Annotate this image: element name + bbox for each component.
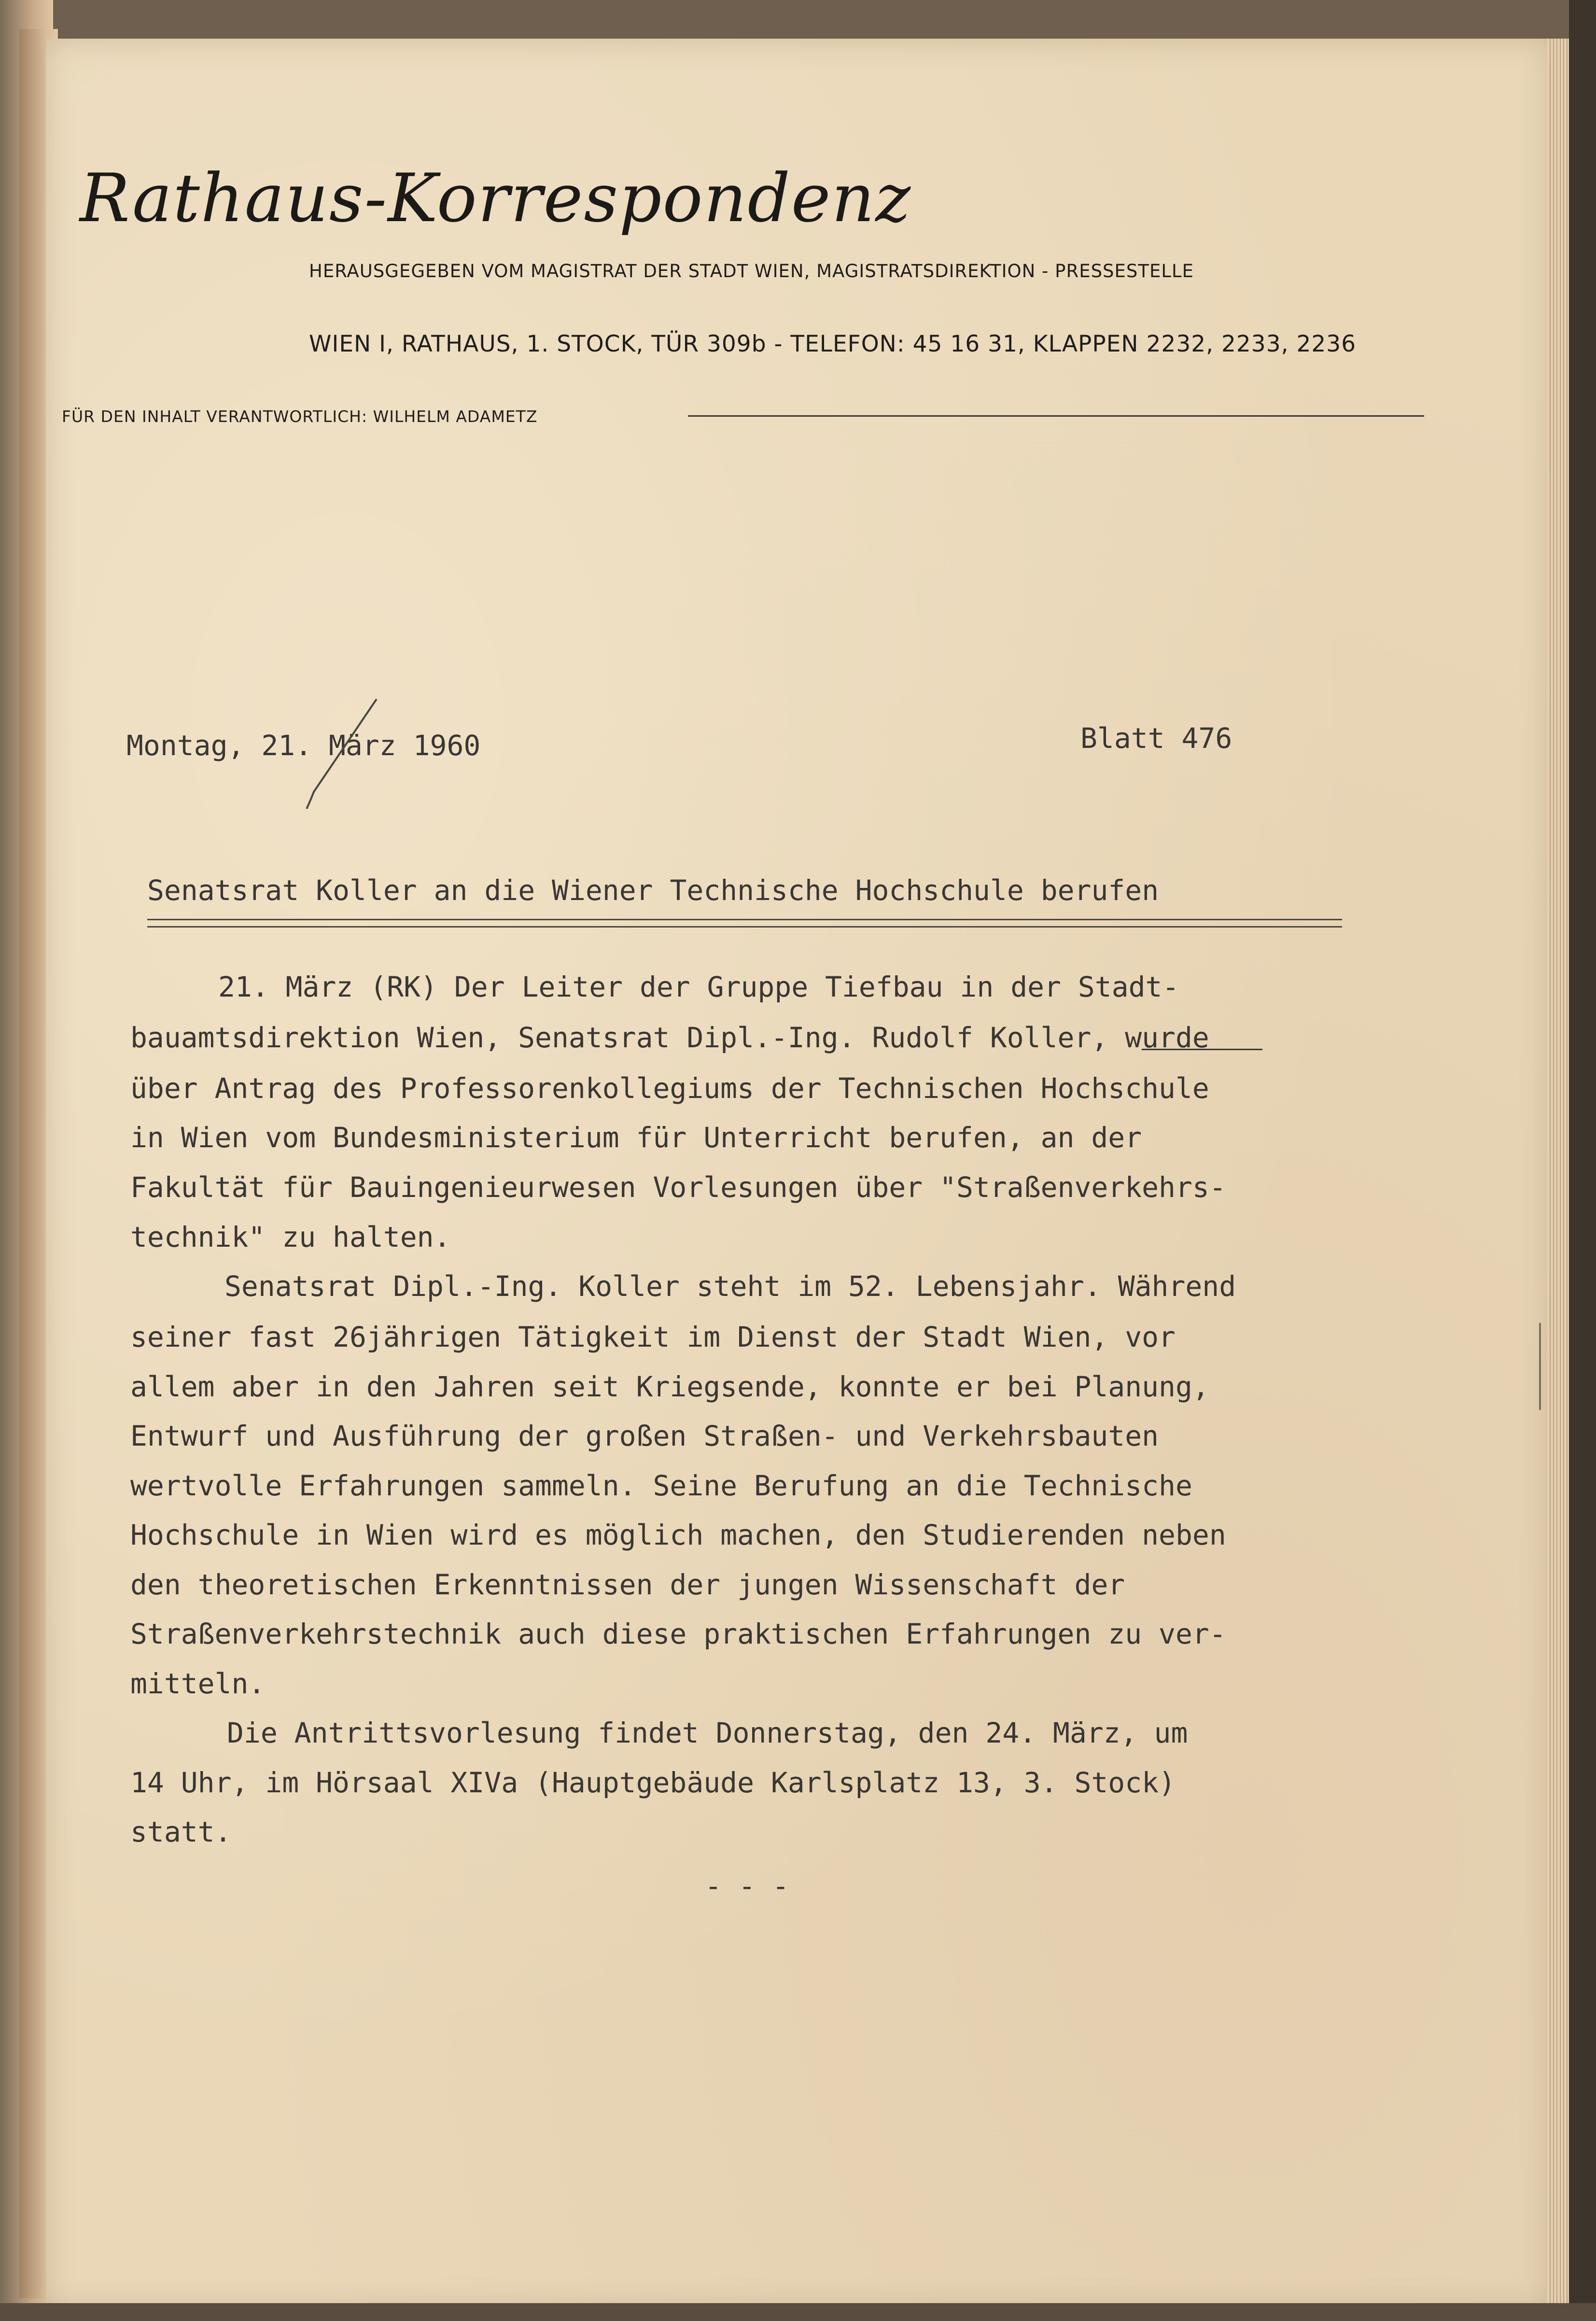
body-line: wertvolle Erfahrungen sammeln. Seine Berufung an die Technische <box>130 1469 1192 1502</box>
document-date: Montag, 21. März 1960 <box>126 729 481 762</box>
body-line: Die Antrittsvorlesung findet Donnerstag, den 24. März, um <box>227 1716 1188 1749</box>
body-line: 21. März (RK) Der Leiter der Gruppe Tiefbau in der Stadt- <box>218 971 1179 1003</box>
page-stack-edge <box>1547 39 1569 2308</box>
body-line: Straßenverkehrstechnik auch diese praktischen Erfahrungen zu ver- <box>130 1618 1226 1650</box>
end-mark: - - - <box>705 1870 789 1902</box>
scan-background-right <box>1569 0 1596 2321</box>
body-line: den theoretischen Erkenntnissen der jungen Wissenschaft der <box>130 1568 1125 1601</box>
masthead-address: WIEN I, RATHAUS, 1. STOCK, TÜR 309b - TELEFON: 45 16 31, KLAPPEN 2232, 2233, 2236 <box>309 331 1357 357</box>
body-line: statt. <box>130 1815 232 1848</box>
body-line: in Wien vom Bundesministerium für Unterricht berufen, an der <box>130 1121 1142 1154</box>
sheet-number: Blatt 476 <box>1080 722 1232 755</box>
body-line: Fakultät für Bauingenieurwesen Vorlesungen über "Straßenverkehrs- <box>130 1171 1226 1204</box>
masthead-title: Rathaus-Korrespondenz <box>80 159 912 237</box>
body-line: 14 Uhr, im Hörsaal XIVa (Hauptgebäude Karlsplatz 13, 3. Stock) <box>130 1766 1176 1799</box>
body-line: allem aber in den Jahren seit Kriegsende, konnte er bei Planung, <box>130 1370 1209 1403</box>
body-line: technik" zu halten. <box>130 1221 451 1253</box>
body-line: mitteln. <box>130 1667 266 1700</box>
body-line: bauamtsdirektion Wien, Senatsrat Dipl.-Ing. Rudolf Koller, wurde <box>130 1021 1209 1054</box>
headline-double-rule <box>147 919 1342 928</box>
masthead-publisher: HERAUSGEGEBEN VOM MAGISTRAT DER STADT WIEN, MAGISTRATSDIREKTION - PRESSESTELLE <box>309 261 1194 281</box>
scan-background-bottom <box>0 2303 1596 2321</box>
body-line: über Antrag des Professorenkollegiums der Technischen Hochschule <box>130 1072 1209 1105</box>
responsible-rule <box>688 415 1424 417</box>
headline: Senatsrat Koller an die Wiener Technische Hochschule berufen <box>147 874 1159 907</box>
body-line: seiner fast 26jährigen Tätigkeit im Dienst der Stadt Wien, vor <box>130 1321 1176 1353</box>
margin-pencil-mark <box>1539 1323 1541 1410</box>
body-line: Hochschule in Wien wird es möglich machen, den Studierenden neben <box>130 1519 1226 1551</box>
body-line: Entwurf und Ausführung der großen Straßen- und Verkehrsbauten <box>130 1420 1159 1452</box>
name-underline <box>1142 1049 1262 1050</box>
pen-check-mark-icon <box>294 695 381 811</box>
masthead-responsible: FÜR DEN INHALT VERANTWORTLICH: WILHELM ADAMETZ <box>62 407 538 426</box>
body-line: Senatsrat Dipl.-Ing. Koller steht im 52. Lebensjahr. Während <box>224 1270 1236 1303</box>
